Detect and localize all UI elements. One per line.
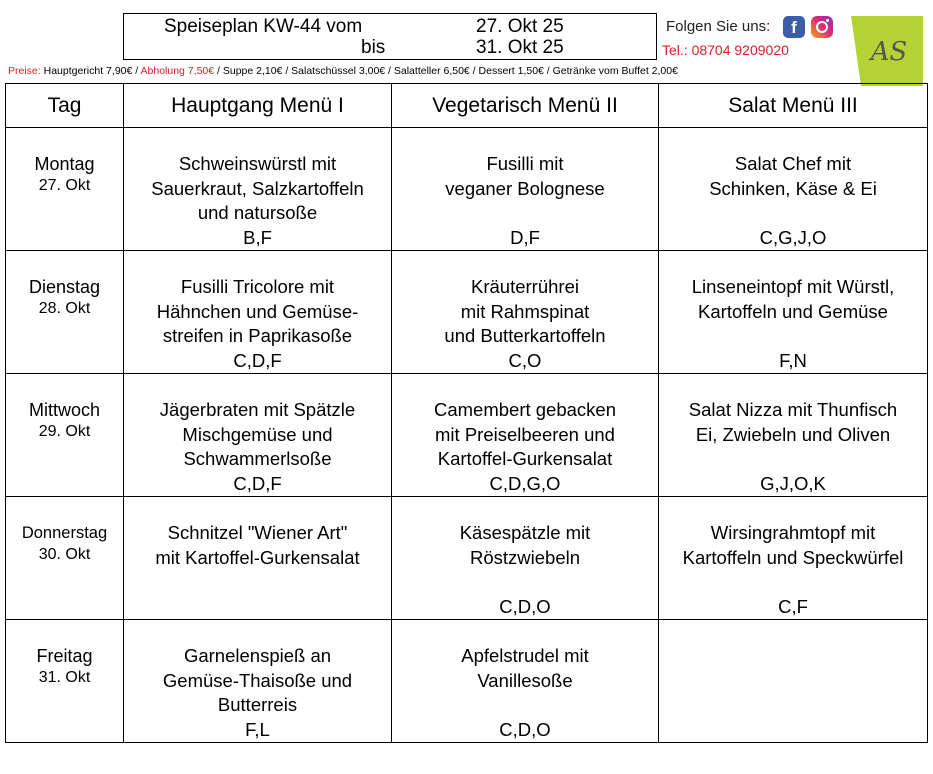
price-text-2: / Suppe 2,10€ / Salatschüssel 3,00€ / Salatteller 6,50€ / Dessert 1,50€ / Getränke vom Buffet 2,00€ bbox=[214, 65, 678, 77]
dish-line: mit Kartoffel-Gurkensalat bbox=[155, 546, 360, 568]
dish-line bbox=[659, 669, 927, 694]
dish-line: Schwammerlsoße bbox=[183, 448, 332, 469]
day-name: Montag bbox=[34, 154, 95, 174]
dish-line: mit Rahmspinat bbox=[460, 300, 590, 322]
dish-line: und natursoße bbox=[197, 202, 318, 223]
menu2-cell bbox=[392, 620, 659, 743]
allergen-codes: C,G,J,O bbox=[759, 226, 827, 248]
dish-line: Linseneintopf mit Würstl, bbox=[691, 276, 895, 297]
allergen-codes: C,D,G,O bbox=[489, 472, 561, 494]
dish-line: Jägerbraten mit Spätzle bbox=[159, 399, 356, 420]
dish-line: Schweinswürstl mit bbox=[178, 153, 337, 174]
menu3-cell bbox=[659, 374, 928, 497]
allergen-codes bbox=[124, 595, 391, 620]
dish-line: Salat Chef mit bbox=[734, 153, 852, 174]
dish-line bbox=[659, 324, 927, 349]
day-cell bbox=[6, 374, 124, 497]
allergen-codes bbox=[659, 718, 927, 743]
menu3-cell bbox=[659, 251, 928, 374]
menu3-cell bbox=[659, 128, 928, 251]
dish-line bbox=[392, 693, 658, 718]
allergen-codes: C,D,F bbox=[233, 472, 282, 494]
dish-line bbox=[659, 201, 927, 226]
dish-line: Hähnchen und Gemüse- bbox=[156, 300, 359, 322]
allergen-codes: C,O bbox=[508, 349, 542, 371]
col-header-menu1: Hauptgang Menü I bbox=[124, 84, 392, 128]
col-header-tag: Tag bbox=[6, 84, 124, 128]
dish-line: Gemüse-Thaisoße und bbox=[162, 669, 353, 691]
allergen-codes: D,F bbox=[510, 226, 540, 248]
day-date: 28. Okt bbox=[38, 300, 91, 317]
menu-title-box bbox=[123, 13, 657, 60]
dish-line: Garnelenspieß an bbox=[183, 645, 332, 666]
day-row-mittwoch bbox=[6, 374, 928, 497]
day-cell bbox=[6, 251, 124, 374]
dish-line: Kräuterrührei bbox=[471, 276, 579, 297]
dish-line bbox=[659, 570, 927, 595]
day-name: Mittwoch bbox=[28, 400, 100, 420]
dish-line: Kartoffeln und Speckwürfel bbox=[682, 546, 904, 568]
dish-line: Vanillesoße bbox=[477, 669, 573, 691]
dish-line bbox=[659, 693, 927, 718]
allergen-codes: G,J,O,K bbox=[760, 472, 826, 494]
day-date: 30. Okt bbox=[38, 546, 91, 563]
day-name: Dienstag bbox=[28, 277, 101, 297]
day-name: Donnerstag bbox=[21, 524, 108, 542]
col-header-menu3: Salat Menü III bbox=[659, 84, 928, 128]
day-date: 29. Okt bbox=[38, 423, 91, 440]
date-from: 27. Okt 25 bbox=[476, 16, 564, 37]
menu1-cell bbox=[124, 128, 392, 251]
price-label: Preise: bbox=[8, 65, 41, 77]
menu2-cell bbox=[392, 374, 659, 497]
dish-line bbox=[124, 570, 391, 595]
day-row-freitag bbox=[6, 620, 928, 743]
dish-line: Apfelstrudel mit bbox=[461, 645, 589, 666]
dish-line: Camembert gebacken bbox=[433, 399, 616, 420]
day-row-donnerstag bbox=[6, 497, 928, 620]
follow-label: Folgen Sie uns: bbox=[666, 18, 771, 35]
dish-line: Fusilli Tricolore mit bbox=[180, 276, 335, 297]
dish-line: Schinken, Käse & Ei bbox=[709, 177, 877, 199]
dish-line: Mischgemüse und bbox=[182, 423, 333, 445]
menu-title: Speiseplan KW-44 vom bbox=[164, 16, 363, 37]
day-name: Freitag bbox=[36, 646, 93, 666]
dish-line: Fusilli mit bbox=[486, 153, 564, 174]
menu-title-bis: bis bbox=[361, 37, 386, 58]
day-cell bbox=[6, 620, 124, 743]
allergen-codes: B,F bbox=[243, 226, 272, 248]
menu1-cell bbox=[124, 374, 392, 497]
menu1-cell bbox=[124, 620, 392, 743]
dish-line: und Butterkartoffeln bbox=[444, 325, 606, 346]
menu1-cell bbox=[124, 497, 392, 620]
dish-line: Käsespätzle mit bbox=[459, 522, 591, 543]
price-pickup: Abholung 7,50€ bbox=[140, 65, 215, 77]
menu-header-row bbox=[6, 84, 928, 128]
dish-line bbox=[392, 570, 658, 595]
allergen-codes: C,F bbox=[778, 595, 808, 617]
menu3-cell bbox=[659, 620, 928, 743]
dish-line bbox=[659, 447, 927, 472]
dish-line: Wirsingrahmtopf mit bbox=[710, 522, 876, 543]
allergen-codes: F,N bbox=[779, 349, 807, 371]
allergen-codes: C,D,O bbox=[499, 718, 551, 740]
menu-table bbox=[5, 83, 928, 743]
menu2-cell bbox=[392, 128, 659, 251]
menu1-cell bbox=[124, 251, 392, 374]
dish-line: Ei, Zwiebeln und Oliven bbox=[695, 423, 891, 445]
day-row-montag bbox=[6, 128, 928, 251]
instagram-icon[interactable] bbox=[811, 16, 833, 38]
day-cell bbox=[6, 128, 124, 251]
dish-line: Schnitzel "Wiener Art" bbox=[167, 522, 348, 543]
dish-line bbox=[659, 644, 927, 669]
col-header-menu2: Vegetarisch Menü II bbox=[392, 84, 659, 128]
day-row-dienstag bbox=[6, 251, 928, 374]
menu2-cell bbox=[392, 497, 659, 620]
day-date: 31. Okt bbox=[38, 669, 91, 686]
phone-number: Tel.: 08704 9209020 bbox=[662, 42, 789, 58]
dish-line: Sauerkraut, Salzkartoffeln bbox=[151, 177, 364, 199]
dish-line: Butterreis bbox=[217, 694, 298, 715]
day-cell bbox=[6, 497, 124, 620]
dish-line: mit Preiselbeeren und bbox=[435, 423, 615, 445]
dish-line: Kartoffel-Gurkensalat bbox=[437, 448, 613, 469]
menu3-cell bbox=[659, 497, 928, 620]
brand-logo bbox=[851, 16, 923, 86]
allergen-codes: C,D,O bbox=[499, 595, 551, 617]
facebook-icon[interactable]: f bbox=[783, 16, 805, 38]
dish-line: veganer Bolognese bbox=[445, 177, 605, 199]
price-text-1: Hauptgericht 7,90€ / bbox=[40, 65, 141, 77]
dish-line: Salat Nizza mit Thunfisch bbox=[688, 399, 898, 420]
allergen-codes: C,D,F bbox=[233, 349, 282, 371]
dish-line: streifen in Paprikasoße bbox=[162, 325, 353, 346]
menu2-cell bbox=[392, 251, 659, 374]
allergen-codes: F,L bbox=[245, 718, 270, 740]
date-to: 31. Okt 25 bbox=[476, 37, 564, 58]
price-list bbox=[8, 65, 678, 78]
dish-line bbox=[392, 201, 658, 226]
dish-line: Röstzwiebeln bbox=[469, 546, 581, 568]
day-date: 27. Okt bbox=[38, 177, 91, 194]
dish-line: Kartoffeln und Gemüse bbox=[698, 300, 888, 322]
svg-text:AS: AS bbox=[870, 37, 908, 67]
